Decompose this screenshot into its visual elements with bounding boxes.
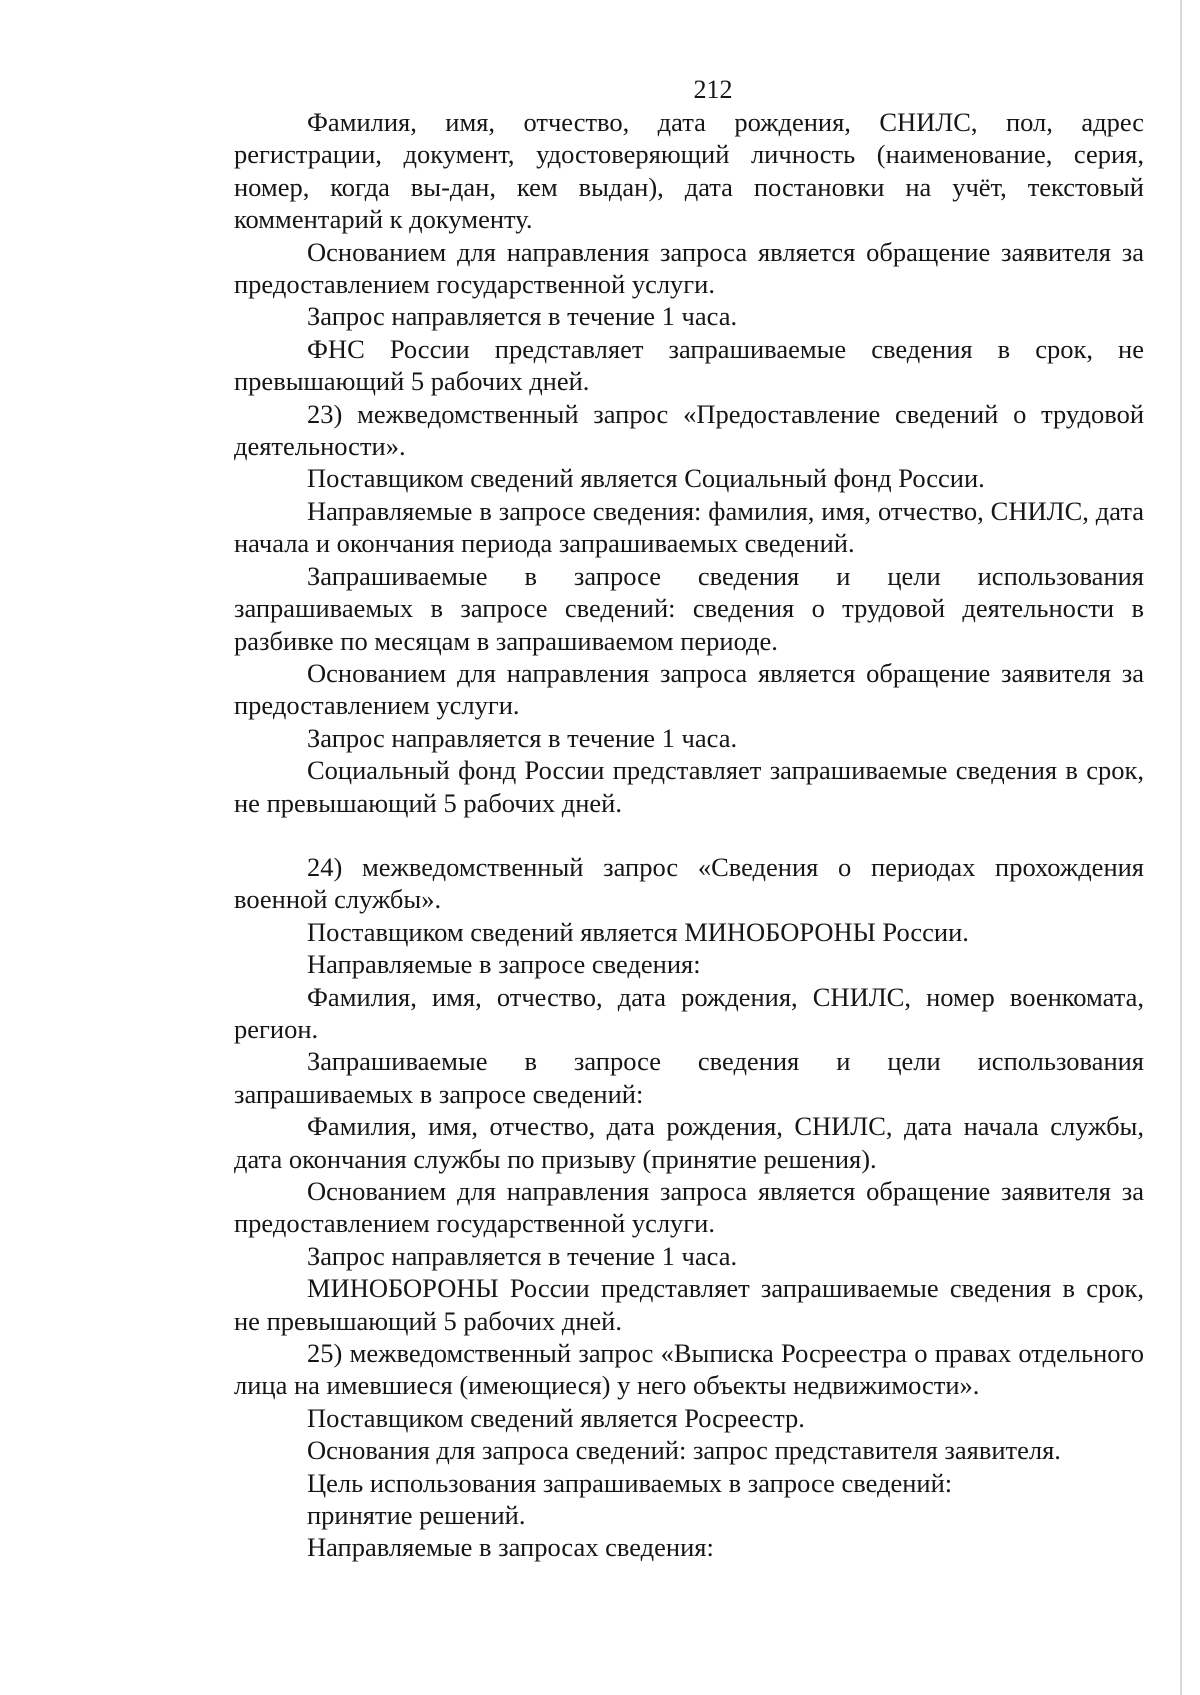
paragraph: Запрос направляется в течение 1 часа. — [307, 1240, 738, 1271]
paragraph: Направляемые в запросах сведения: — [307, 1532, 714, 1563]
paragraph: Цель использования запрашиваемых в запросе сведений: — [307, 1467, 953, 1498]
section-heading-24: 24) межведомственный запрос «Сведения о периодах прохождения военной службы». — [234, 851, 1144, 915]
paragraph: Запрос направляется в течение 1 часа. — [307, 301, 738, 332]
paragraph: Основанием для направления запроса является обращение заявителя за предоставлением государственной услуги. — [234, 236, 1144, 300]
paragraph: Направляемые в запросе сведения: — [307, 949, 701, 980]
document-body — [234, 106, 1144, 1564]
paragraph: Фамилия, имя, отчество, дата рождения, СНИЛС, пол, адрес регистрации, документ, удостоверяющий личность (наименование, серия, номер, когда вы-дан, кем выдан), дата постановки на учёт, текстовый комментарий к документу. — [234, 107, 1144, 235]
paragraph: Фамилия, имя, отчество, дата рождения, СНИЛС, номер военкомата, регион. — [234, 981, 1144, 1044]
paragraph: Поставщиком сведений является Росреестр. — [307, 1402, 805, 1433]
paragraph: Запрос направляется в течение 1 часа. — [307, 722, 738, 753]
paragraph: МИНОБОРОНЫ России представляет запрашиваемые сведения в срок, не превышающий 5 рабочих дней. — [234, 1273, 1144, 1336]
section-heading-23: 23) межведомственный запрос «Предоставление сведений о трудовой деятельности». — [234, 398, 1144, 462]
paragraph: Социальный фонд России представляет запрашиваемые сведения в срок, не превышающий 5 рабочих дней. — [234, 755, 1144, 818]
paragraph: Направляемые в запросе сведения: фамилия, имя, отчество, СНИЛС, дата начала и окончания периода запрашиваемых сведений. — [234, 495, 1144, 559]
paragraph: Поставщиком сведений является МИНОБОРОНЫ России. — [307, 916, 969, 947]
paragraph: Поставщиком сведений является Социальный фонд России. — [307, 463, 985, 494]
paragraph: Основанием для направления запроса является обращение заявителя за предоставлением государственной услуги. — [234, 1176, 1144, 1239]
section-heading-25: 25) межведомственный запрос «Выписка Росреестра о правах отдельного лица на имевшиеся (имеющиеся) у него объекты недвижимости». — [234, 1338, 1144, 1401]
paragraph: Запрашиваемые в запросе сведения и цели использования запрашиваемых в запросе сведений: — [234, 1046, 1144, 1109]
paragraph: ФНС России представляет запрашиваемые сведения в срок, не превышающий 5 рабочих дней. — [234, 333, 1144, 397]
page-number: 212 — [693, 75, 733, 104]
paragraph: Основанием для направления запроса является обращение заявителя за предоставлением услуги. — [234, 657, 1144, 721]
paragraph: принятие решений. — [307, 1500, 526, 1531]
paragraph: Фамилия, имя, отчество, дата рождения, СНИЛС, дата начала службы, дата окончания службы по призыву (принятие решения). — [234, 1111, 1144, 1174]
paragraph: Запрашиваемые в запросе сведения и цели использования запрашиваемых в запросе сведений: сведения о трудовой деятельности в разбивке по месяцам в запрашиваемом периоде. — [234, 560, 1144, 656]
scan-edge-line — [1180, 0, 1182, 1695]
paragraph: Основания для запроса сведений: запрос представителя заявителя. — [307, 1435, 1061, 1466]
